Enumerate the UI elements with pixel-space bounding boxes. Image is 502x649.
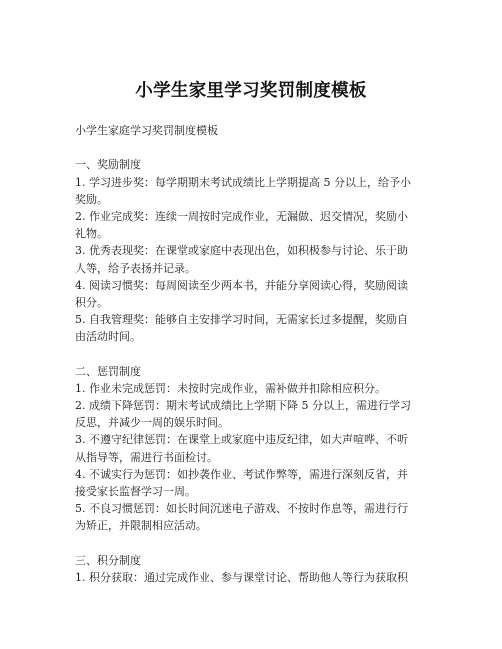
blank-line [75,345,435,362]
text-line: 1. 学习进步奖：每学期期末考试成绩比上学期提高 5 分以上，给予小 [75,175,411,189]
text-line: 由活动时间。 [75,330,141,344]
text-line: 5. 不良习惯惩罚：如长时间沉迷电子游戏、不按时作息等，需进行行 [75,502,408,516]
text-line: 礼物。 [75,227,108,241]
text-line: 2. 作业完成奖：连续一周按时完成作业，无漏做、迟交情况，奖励小 [75,209,408,223]
text-line: 1. 积分获取：通过完成作业、参与课堂讨论、帮助他人等行为获取积 [75,570,408,584]
text-line: 一、奖励制度 [75,158,141,172]
text-line: 为矫正，并限制相应活动。 [75,519,207,533]
text-line: 2. 成绩下降惩罚：期末考试成绩比上学期下降 5 分以上，需进行学习 [75,399,411,412]
text-line: 接受家长监督学习一周。 [75,484,196,498]
text-line: 小学生家庭学习奖罚制度模板 [75,124,218,137]
text-line: 5. 自我管理奖：能够自主安排学习时间，无需家长过多提醒，奖励自 [75,313,408,327]
blank-line [75,139,435,156]
text-line: 二、惩罚制度 [75,364,141,378]
document-title: 小学生家里学习奖罚制度模板 [135,81,367,101]
document-body [75,122,435,586]
blank-line [75,535,435,552]
text-line: 人等，给予表扬并记录。 [75,261,196,275]
text-line: 3. 优秀表现奖：在课堂或家庭中表现出色，如积极参与讨论、乐于助 [75,244,408,258]
text-line: 1. 作业未完成惩罚：未按时完成作业，需补做并扣除相应积分。 [75,381,386,395]
text-line: 反思，并减少一周的娱乐时间。 [75,416,229,430]
text-line: 奖励。 [75,192,108,206]
text-line: 从指导等，需进行书面检讨。 [75,450,218,464]
text-line: 4. 不诚实行为惩罚：如抄袭作业、考试作弊等，需进行深刻反省，并 [75,467,408,481]
text-line: 三、积分制度 [75,553,141,567]
text-line: 积分。 [75,295,108,309]
text-line: 4. 阅读习惯奖：每周阅读至少两本书，并能分享阅读心得，奖励阅读 [75,278,408,292]
text-line: 3. 不遵守纪律惩罚：在课堂上或家庭中违反纪律，如大声喧哗、不听 [75,433,408,447]
